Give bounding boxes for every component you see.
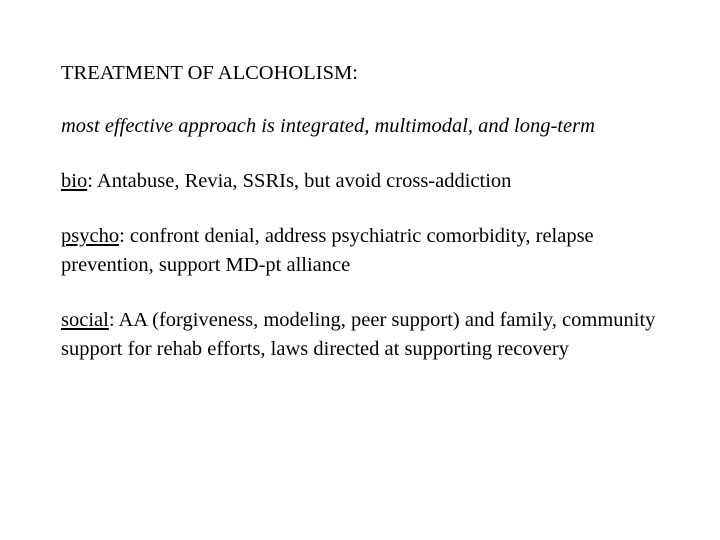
intro-statement: most effective approach is integrated, multimodal, and long-term: [61, 115, 595, 137]
point-bio: [61, 167, 661, 196]
slide-content: [61, 58, 661, 390]
point-text-psycho: confront denial, address psychiatric comorbidity, relapse prevention, support MD-pt alliance: [61, 225, 594, 276]
point-separator: :: [87, 170, 97, 192]
point-separator: :: [108, 309, 119, 331]
point-social: [61, 306, 661, 364]
point-term-social: social: [61, 309, 109, 331]
point-term-psycho: psycho: [61, 225, 120, 247]
point-separator: :: [119, 225, 130, 247]
point-term-bio: bio: [61, 170, 88, 192]
point-psycho: [61, 222, 661, 280]
slide-title: TREATMENT OF ALCOHOLISM:: [61, 62, 358, 84]
point-text-social: AA (forgiveness, modeling, peer support) and family, community support for rehab efforts, laws directed at supporting recovery: [61, 309, 656, 360]
point-text-bio: Antabuse, Revia, SSRIs, but avoid cross-addiction: [96, 170, 512, 192]
